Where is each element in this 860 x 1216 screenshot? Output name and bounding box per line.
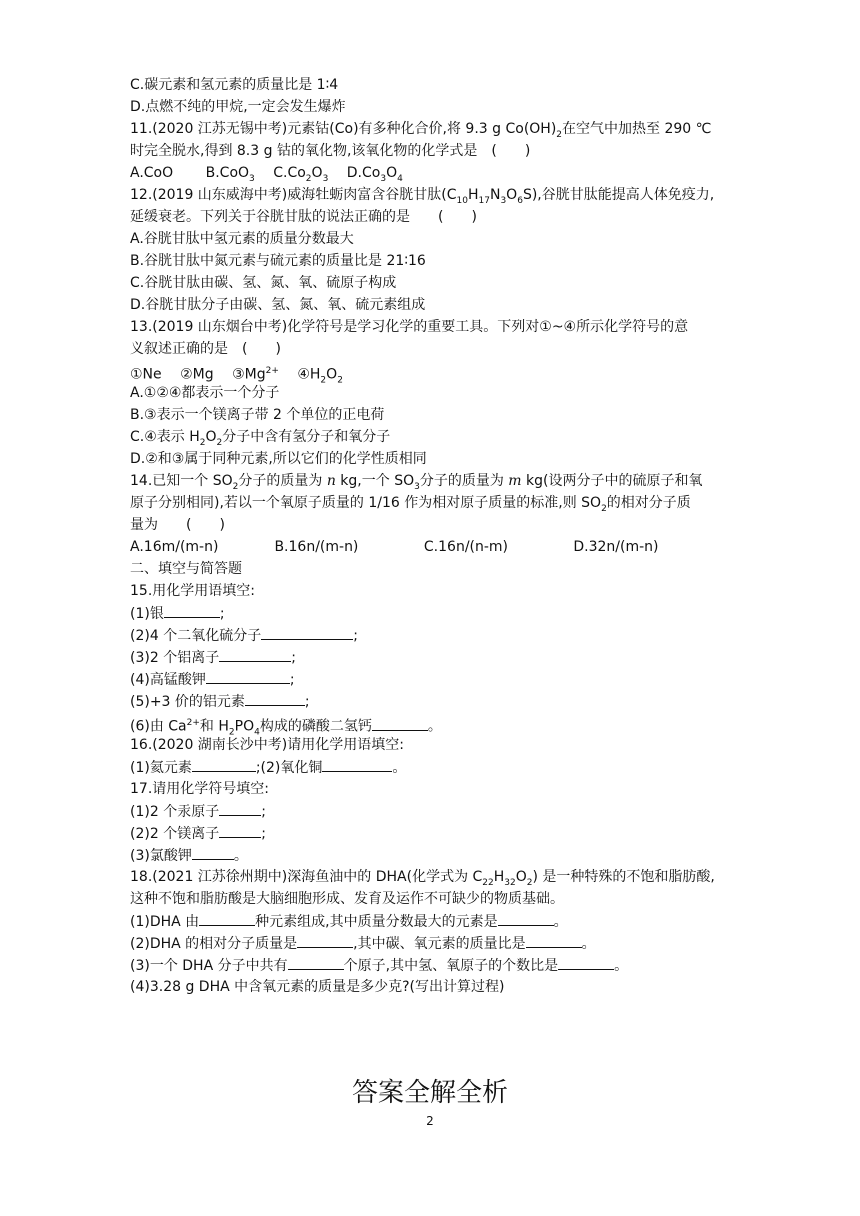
answer-blank[interactable] xyxy=(219,800,261,816)
q15-stem: 15.用化学用语填空: xyxy=(130,583,255,599)
answer-blank[interactable] xyxy=(245,690,305,706)
answer-blank[interactable] xyxy=(261,624,353,640)
page-number: 2 xyxy=(426,1114,434,1128)
q15-item-3: (3)2 个铝离子 ; xyxy=(130,646,730,668)
q12-option-d: D.谷胱甘肽分子由碳、氢、氮、氧、硫元素组成 xyxy=(130,297,426,313)
answer-blank[interactable] xyxy=(164,602,220,618)
answer-blank[interactable] xyxy=(192,756,256,772)
answer-blank[interactable] xyxy=(526,932,582,948)
q16-stem: 16.(2020 湖南长沙中考)请用化学用语填空: xyxy=(130,737,404,753)
q13-stem-line2: 义叙述正确的是 ( ) xyxy=(130,341,281,357)
section-title: 二、填空与简答题 xyxy=(130,561,242,577)
q11-option-b: B.CoO$_3$ xyxy=(205,165,255,184)
answer-section-heading: 答案全解全析 xyxy=(351,1078,508,1108)
q14-stem-line1: 14.已知一个 $SO_2$分子的质量为 n kg,一个 $SO_3$分子的质量为 m kg(设两分子中的硫原子和氧 xyxy=(130,473,703,492)
q11-option-c: $C.Co_2O_3$ xyxy=(273,165,329,184)
q13-option-a: A.①②④都表示一个分子 xyxy=(130,385,280,401)
answer-blank[interactable] xyxy=(558,954,614,970)
q13-stem-line1: 13.(2019 山东烟台中考)化学符号是学习化学的重要工具。下列对①~④所示化学符号的意 xyxy=(130,319,689,335)
answer-blank[interactable] xyxy=(322,756,392,772)
q17-item-3: (3)氯酸钾 。 xyxy=(130,844,730,866)
q10-option-c: C.碳元素和氢元素的质量比是 1∶4 xyxy=(130,77,339,93)
q15-item-4: (4)高锰酸钾 ; xyxy=(130,668,730,690)
q18-stem-line1: 18.(2021 江苏徐州期中)深海鱼油中的 DHA(化学式为 $C_{22}H_{32}O_2$) 是一种特殊的不饱和脂肪酸, xyxy=(130,869,715,888)
q13-option-d: D.②和③属于同种元素,所以它们的化学性质相同 xyxy=(130,451,427,467)
q18-item-3: (3)一个 DHA 分子中共有 个原子,其中氢、氧原子的个数比是 。 xyxy=(130,954,730,976)
q13-option-b: B.③表示一个镁离子带 2 个单位的正电荷 xyxy=(130,407,385,423)
answer-blank[interactable] xyxy=(199,910,255,926)
q14-stem-line3: 量为 ( ) xyxy=(130,517,225,533)
answer-blank[interactable] xyxy=(219,822,261,838)
q11-options xyxy=(130,162,730,184)
q11-option-d: $D.Co_3O_4$ xyxy=(346,165,403,184)
q17-item-1: (1)2 个汞原子 ; xyxy=(130,800,730,822)
q11-stem-line2: 时完全脱水,得到 8.3 g 钴的氧化物,该氧化物的化学式是 ( ) xyxy=(130,143,531,159)
q12-stem-line2: 延缓衰老。下列关于谷胱甘肽的说法正确的是 ( ) xyxy=(130,209,477,225)
q11-stem-line1: 11.(2020 江苏无锡中考)元素钴(Co)有多种化合价,将 9.3 g $Co(OH)_2$在空气中加热至 290 ℃ xyxy=(130,121,712,140)
q15-item-1: (1)银 ; xyxy=(130,602,730,624)
q18-stem-line2: 这种不饱和脂肪酸是大脑细胞形成、发育及运作不可缺少的物质基础。 xyxy=(130,891,564,907)
answer-blank[interactable] xyxy=(288,954,344,970)
q10-option-d: D.点燃不纯的甲烷,一定会发生爆炸 xyxy=(130,99,346,115)
q14-options xyxy=(130,536,730,558)
q13-option-c: C.④表示 $H_2O_2$分子中含有氢分子和氧分子 xyxy=(130,429,391,448)
q16-items: (1)氦元素 ;(2)氧化铜 。 xyxy=(130,756,730,778)
q12-option-c: C.谷胱甘肽由碳、氢、氮、氧、硫原子构成 xyxy=(130,275,397,291)
q18-item-2: (2)DHA 的相对分子质量是 ,其中碳、氧元素的质量比是 。 xyxy=(130,932,730,954)
answer-blank[interactable] xyxy=(498,910,554,926)
q13-symbols: ①Ne ②Mg $③Mg^{2+}$ $④H_2O_2$ xyxy=(130,366,343,386)
questions-content xyxy=(130,74,730,998)
q18-item-4: (4)3.28 g DHA 中含氧元素的质量是多少克?(写出计算过程) xyxy=(130,979,505,995)
q12-stem-line1: 12.(2019 山东威海中考)威海牡蛎肉富含谷胱甘肽$(C_{10}H_{17}N_3O_6S)$,谷胱甘肽能提高人体免疫力, xyxy=(130,187,715,206)
q14-option-d: D.32n/(m-n) xyxy=(573,539,659,555)
answer-blank[interactable] xyxy=(206,668,290,684)
answer-blank[interactable] xyxy=(297,932,353,948)
q11-option-a: A.CoO xyxy=(130,165,174,181)
q17-stem: 17.请用化学符号填空: xyxy=(130,781,269,797)
q12-option-a: A.谷胱甘肽中氢元素的质量分数最大 xyxy=(130,231,354,247)
q15-item-6: (6)由 $Ca^{2+}$和 $H_2PO_4$构成的磷酸二氢钙 。 xyxy=(130,712,730,734)
q17-item-2: (2)2 个镁离子 ; xyxy=(130,822,730,844)
answer-blank[interactable] xyxy=(372,715,428,731)
q14-option-b: B.16n/(m-n) xyxy=(274,539,359,555)
q18-item-1: (1)DHA 由 种元素组成,其中质量分数最大的元素是 。 xyxy=(130,910,730,932)
q14-option-a: A.16m/(m-n) xyxy=(130,539,219,555)
q15-item-2: (2)4 个二氧化硫分子 ; xyxy=(130,624,730,646)
answer-blank[interactable] xyxy=(192,844,234,860)
q12-option-b: B.谷胱甘肽中氮元素与硫元素的质量比是 21∶16 xyxy=(130,253,426,269)
q14-option-c: C.16n/(n-m) xyxy=(423,539,509,555)
q15-item-5: (5)+3 价的铝元素 ; xyxy=(130,690,730,712)
answer-blank[interactable] xyxy=(219,646,291,662)
q14-stem-line2: 原子分别相同),若以一个氧原子质量的 1/16 作为相对原子质量的标准,则 $SO_2$的相对分子质 xyxy=(130,495,691,514)
